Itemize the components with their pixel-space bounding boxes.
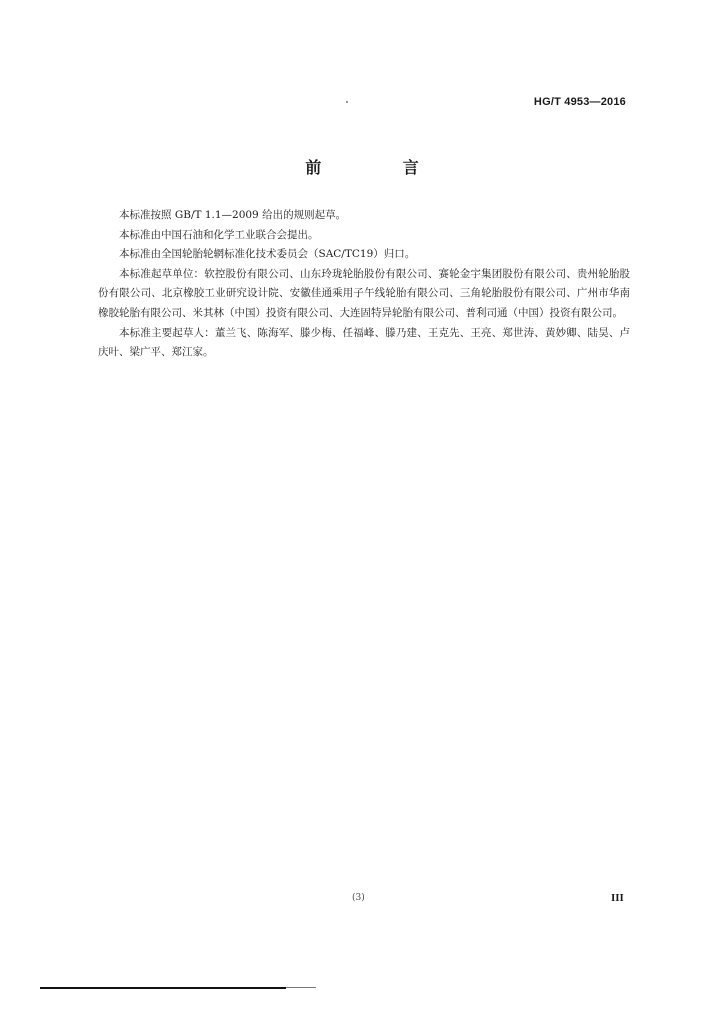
page-number: III [611, 892, 624, 904]
paragraph-proposed-by: 本标准由中国石油和化学工业联合会提出。 [119, 228, 319, 241]
page-center-mark: (3) [352, 893, 365, 903]
page-title: 前 言 [305, 158, 457, 177]
scan-speck [346, 101, 348, 103]
bottom-rule-tail [286, 987, 316, 988]
paragraph-drafting-units: 本标准起草单位：软控股份有限公司、山东玲珑轮胎股份有限公司、赛轮金宇集团股份有限公司、贵州轮胎股份有限公司、北京橡胶工业研究设计院、安徽佳通乘用子午线轮胎有限公司、三角轮胎股份有限公司、广州市华南橡胶轮胎有限公司、米其林（中国）投资有限公司、大连固特异轮胎有限公司、普利司通（中国）投资有限公司。 [98, 267, 630, 319]
paragraph-drafting-rules: 本标准按照 GB/T 1.1—2009 给出的规则起草。 [119, 209, 347, 221]
bottom-rule [40, 987, 286, 989]
paragraph-managed-by: 本标准由全国轮胎轮辋标准化技术委员会（SAC/TC19）归口。 [119, 248, 416, 261]
paragraph-main-drafters: 本标准主要起草人：董兰飞、陈海军、滕少梅、任福峰、滕乃建、王克先、王亮、郑世涛、黄妙卿、陆昊、卢庆叶、梁广平、郑江家。 [98, 326, 630, 359]
standard-number: HG/T 4953—2016 [533, 96, 626, 108]
preface-body [98, 206, 630, 363]
